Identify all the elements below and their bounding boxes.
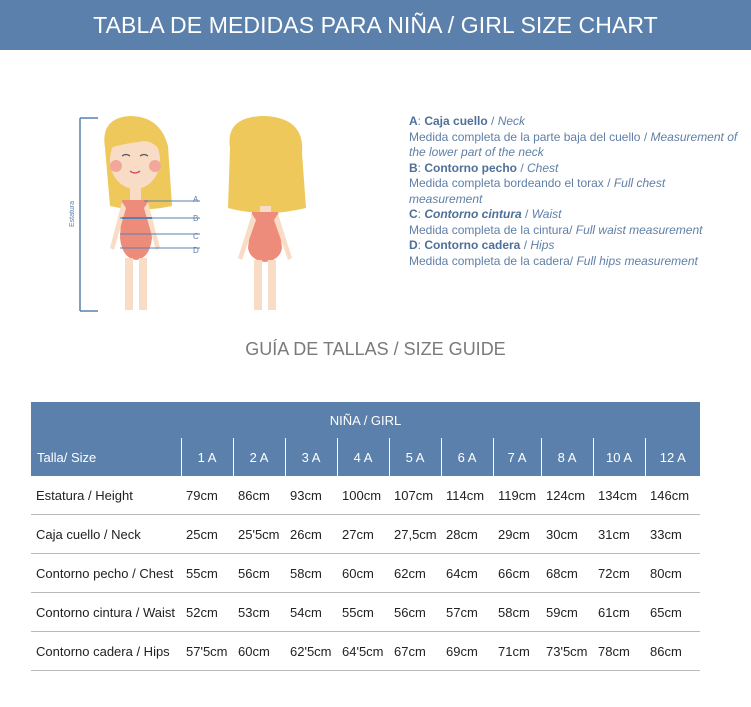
cell: 26cm [285, 515, 337, 554]
size-5a: 5 A [389, 438, 441, 476]
cell: 119cm [493, 476, 541, 515]
cell: 100cm [337, 476, 389, 515]
cell: 31cm [593, 515, 645, 554]
cell: 64cm [441, 554, 493, 593]
size-12a: 12 A [645, 438, 700, 476]
table-row [31, 632, 700, 671]
legend-item-chest: B: Contorno pecho / Chest [409, 160, 559, 175]
table-row [31, 593, 700, 632]
cell: 57cm [441, 593, 493, 632]
cell: 66cm [493, 554, 541, 593]
cell: 27,5cm [389, 515, 441, 554]
legend-item-hips: D: Contorno cadera / Hips [409, 238, 555, 252]
cell: 71cm [493, 632, 541, 671]
height-label: Estatura [69, 200, 76, 228]
cell: 54cm [285, 593, 337, 632]
cell: 134cm [593, 476, 645, 515]
cell: 52cm [181, 593, 233, 632]
page-header [0, 0, 751, 50]
girl-figure-icon [60, 108, 320, 320]
table-row [31, 476, 700, 515]
legend-desc-neck: Medida completa de la parte baja del cuello / Measurement of the lower part of the neck [409, 129, 738, 159]
cell: 59cm [541, 593, 593, 632]
size-1a: 1 A [181, 438, 233, 476]
table-row [31, 554, 700, 593]
cell: 86cm [233, 476, 285, 515]
legend-desc-hips: Medida completa de la cadera/ Full hips measurement [409, 253, 698, 268]
cell: 53cm [233, 593, 285, 632]
cell: 58cm [285, 554, 337, 593]
size-4a: 4 A [337, 438, 389, 476]
cell: 25cm [181, 515, 233, 554]
size-7a: 7 A [493, 438, 541, 476]
cell: 30cm [541, 515, 593, 554]
measurement-legend [409, 114, 739, 269]
size-table [31, 402, 700, 671]
size-guide-title: GUÍA DE TALLAS / SIZE GUIDE [245, 339, 506, 359]
cell: 64'5cm [337, 632, 389, 671]
marker-b: B [193, 214, 199, 223]
legend-item-waist: C: Contorno cintura / Waist [409, 207, 562, 221]
size-8a: 8 A [541, 438, 593, 476]
cell: 29cm [493, 515, 541, 554]
cell: 80cm [645, 554, 700, 593]
cell: 114cm [441, 476, 493, 515]
cell: 124cm [541, 476, 593, 515]
cell: 65cm [645, 593, 700, 632]
cell: 56cm [233, 554, 285, 593]
legend-desc-waist: Medida completa de la cintura/ Full waist measurement [409, 222, 703, 237]
cell: 73'5cm [541, 632, 593, 671]
table-row [31, 515, 700, 554]
cell: 56cm [389, 593, 441, 632]
page-title: TABLA DE MEDIDAS PARA NIÑA / GIRL SIZE CHART [93, 12, 658, 38]
cell: 79cm [181, 476, 233, 515]
cell: 27cm [337, 515, 389, 554]
size-3a: 3 A [285, 438, 337, 476]
cell: 55cm [181, 554, 233, 593]
marker-d: D [193, 246, 199, 255]
row-label: Contorno cadera / Hips [31, 632, 181, 671]
girl-measurement-illustration [60, 108, 320, 320]
size-10a: 10 A [593, 438, 645, 476]
size-2a: 2 A [233, 438, 285, 476]
back-figure [228, 116, 306, 310]
cell: 69cm [441, 632, 493, 671]
row-label: Contorno pecho / Chest [31, 554, 181, 593]
cell: 78cm [593, 632, 645, 671]
cell: 62cm [389, 554, 441, 593]
legend-desc-chest: Medida completa bordeando el torax / Full chest measurement [409, 176, 666, 206]
cell: 60cm [337, 554, 389, 593]
cell: 60cm [233, 632, 285, 671]
marker-c: C [193, 232, 199, 241]
cell: 28cm [441, 515, 493, 554]
cell: 62'5cm [285, 632, 337, 671]
table-caption: NIÑA / GIRL [31, 402, 700, 438]
front-figure [104, 116, 172, 310]
row-label: Estatura / Height [31, 476, 181, 515]
row-label: Caja cuello / Neck [31, 515, 181, 554]
cell: 33cm [645, 515, 700, 554]
cell: 57'5cm [181, 632, 233, 671]
marker-a: A [193, 195, 199, 204]
cell: 25'5cm [233, 515, 285, 554]
cell: 58cm [493, 593, 541, 632]
cell: 61cm [593, 593, 645, 632]
cell: 68cm [541, 554, 593, 593]
cell: 55cm [337, 593, 389, 632]
cell: 67cm [389, 632, 441, 671]
size-label: Talla/ Size [31, 438, 181, 476]
cell: 86cm [645, 632, 700, 671]
cell: 107cm [389, 476, 441, 515]
table-header-row [31, 438, 700, 476]
row-label: Contorno cintura / Waist [31, 593, 181, 632]
cell: 72cm [593, 554, 645, 593]
cell: 93cm [285, 476, 337, 515]
legend-item-neck: A: Caja cuello / Neck [409, 114, 526, 128]
size-6a: 6 A [441, 438, 493, 476]
cell: 146cm [645, 476, 700, 515]
